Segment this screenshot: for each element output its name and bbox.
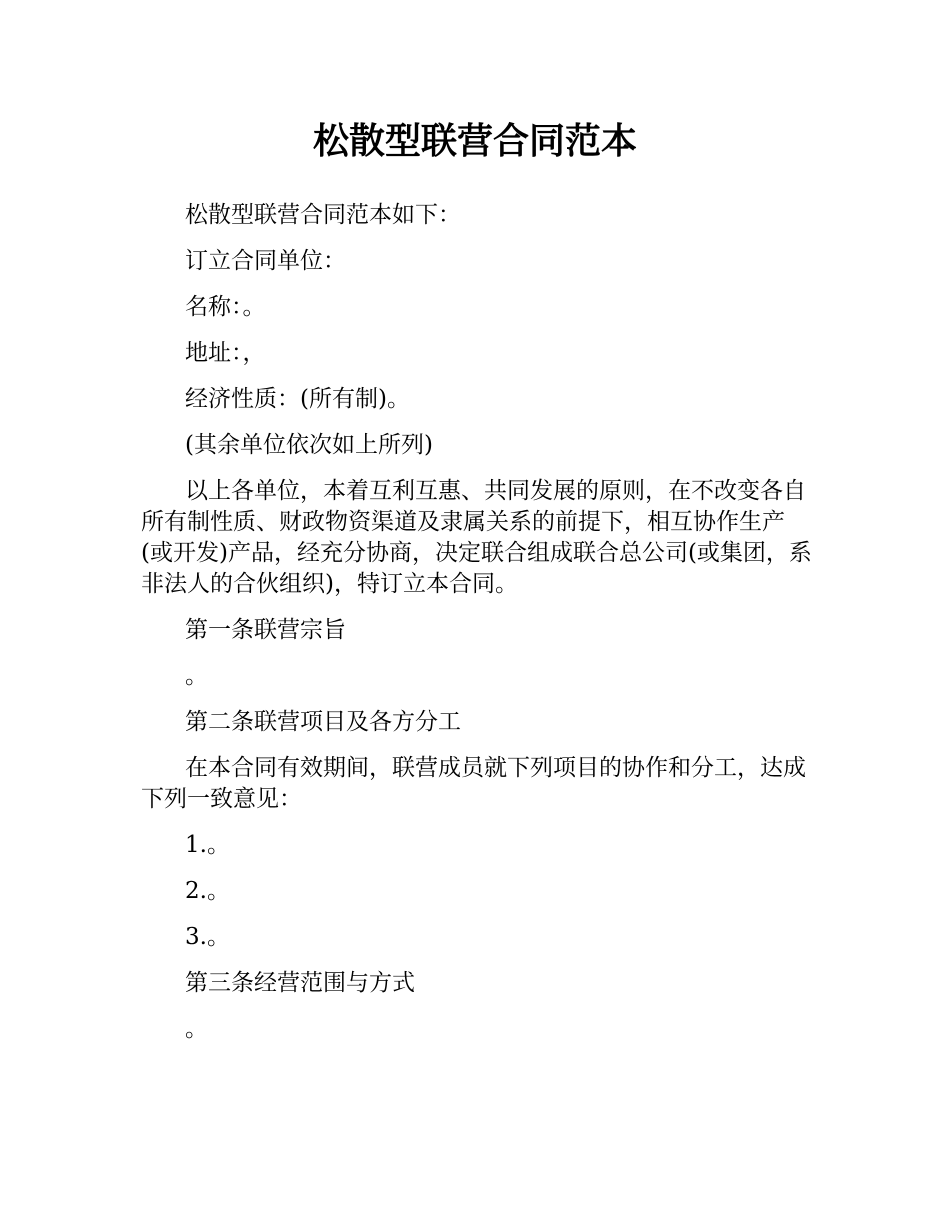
article-2-content: 在本合同有效期间，联营成员就下列项目的协作和分工，达成下列一致意见：: [141, 755, 806, 812]
paragraph-name: 名称：。: [185, 294, 266, 320]
paragraph-contract-parties: 订立合同单位：: [185, 248, 346, 274]
paragraph-preamble: 以上各单位，本着互利互惠、共同发展的原则，在不改变各自所有制性质、财政物资渠道及隶属关系的前提下，相互协作生产(或开发)产品，经充分协商，决定联合组成联合总公司(或集团，系非法人的合伙组织)，特订立本合同。: [141, 478, 812, 597]
article-1-heading: 第一条联营宗旨: [185, 617, 346, 643]
paragraph-intro: 松散型联营合同范本如下：: [185, 202, 461, 228]
paragraph-economic-nature: 经济性质：(所有制)。: [185, 386, 410, 412]
paragraph-address: 地址：，: [185, 340, 266, 366]
list-item: 2.。: [185, 878, 230, 904]
paragraph-other-units: (其余单位依次如上所列): [185, 432, 433, 458]
article-3-content: 。: [185, 1016, 208, 1042]
document-title: 松散型联营合同范本: [312, 121, 637, 162]
article-1-content: 。: [185, 663, 208, 689]
document-body: [141, 200, 813, 1060]
list-item: 3.。: [185, 924, 230, 950]
article-3-heading: 第三条经营范围与方式: [185, 970, 415, 996]
article-2-heading: 第二条联营项目及各方分工: [185, 709, 461, 735]
list-item: 1.。: [185, 832, 230, 858]
